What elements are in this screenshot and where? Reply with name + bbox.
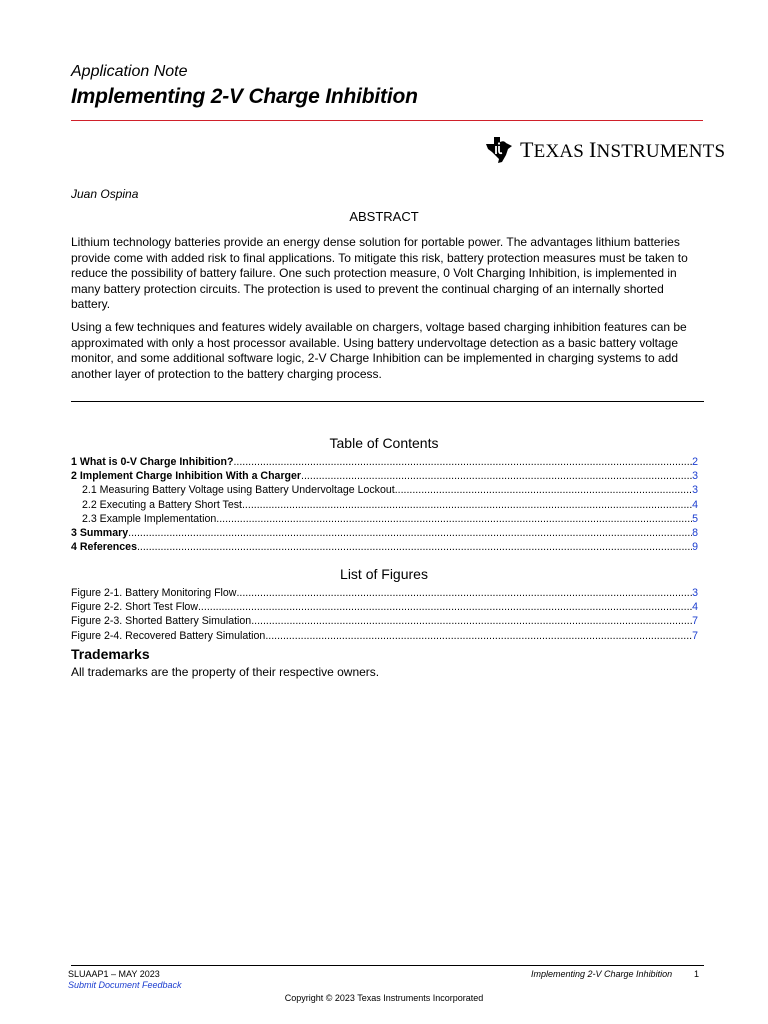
toc-entry-label: 1 What is 0-V Charge Inhibition?: [71, 456, 234, 468]
toc-page-link[interactable]: 3: [692, 470, 698, 483]
footer-running-title: Implementing 2-V Charge Inhibition: [531, 969, 673, 979]
toc-entry-label: 2.1 Measuring Battery Voltage using Battery Undervoltage Lockout: [82, 484, 395, 497]
toc-page-link[interactable]: 3: [692, 484, 698, 497]
page-title: Implementing 2-V Charge Inhibition: [71, 85, 418, 108]
toc-entry-label: 2.3 Example Implementation: [82, 512, 217, 525]
toc-entry[interactable]: [71, 498, 698, 512]
figure-page-link[interactable]: 7: [692, 615, 698, 628]
figure-entry-label: Figure 2-1. Battery Monitoring Flow: [71, 587, 237, 599]
abstract-heading: ABSTRACT: [349, 209, 419, 224]
table-of-contents: [71, 455, 698, 554]
toc-heading: Table of Contents: [329, 435, 439, 451]
toc-entry[interactable]: [71, 540, 698, 554]
footer-divider: [71, 965, 704, 966]
toc-page-link[interactable]: 8: [692, 526, 698, 539]
section-divider: [71, 401, 704, 402]
texas-instruments-logo: [484, 135, 725, 165]
abstract-paragraph: Lithium technology batteries provide an energy dense solution for portable power. The advantages lithium batteries provide come with added risk to final applications. To mitigate this risk, battery protection measures must be taken to reduce the possibility of battery failure. One such protection measure, 0 Volt Charging Inhibition, is implemented in many battery protection circuits. The protection is used to prevent the continual charging of an internally shorted battery.: [71, 235, 688, 312]
toc-entry[interactable]: [71, 469, 698, 483]
figure-page-link[interactable]: 4: [692, 601, 698, 614]
figure-entry-label: Figure 2-4. Recovered Battery Simulation: [71, 629, 266, 642]
list-of-figures-heading: List of Figures: [340, 566, 428, 582]
figure-entry[interactable]: [71, 600, 698, 614]
toc-page-link[interactable]: 9: [692, 541, 698, 554]
figure-entry[interactable]: [71, 614, 698, 628]
toc-entry-label: 2.2 Executing a Battery Short Test: [82, 498, 242, 511]
trademarks-text: All trademarks are the property of their respective owners.: [71, 665, 380, 679]
toc-entry[interactable]: [71, 512, 698, 526]
figure-entry[interactable]: [71, 629, 698, 643]
figure-page-link[interactable]: 3: [692, 587, 698, 599]
figure-page-link[interactable]: 7: [692, 629, 698, 642]
logo-wordmark: TEXAS INSTRUMENTS: [520, 137, 726, 162]
title-divider: [71, 120, 703, 121]
submit-feedback-link[interactable]: Submit Document Feedback: [68, 980, 182, 990]
copyright: Copyright © 2023 Texas Instruments Incorporated: [284, 993, 484, 1003]
toc-page-link[interactable]: 2: [692, 456, 698, 468]
document-type: Application Note: [71, 63, 188, 80]
toc-entry[interactable]: [71, 526, 698, 540]
page-number: 1: [694, 969, 700, 979]
author: Juan Ospina: [71, 187, 139, 201]
trademarks-heading: Trademarks: [71, 646, 150, 662]
toc-entry-label: 2 Implement Charge Inhibition With a Charger: [71, 470, 302, 483]
toc-page-link[interactable]: 4: [692, 498, 698, 511]
toc-entry[interactable]: [71, 455, 698, 469]
figure-entry[interactable]: [71, 586, 698, 600]
toc-page-link[interactable]: 5: [692, 512, 698, 525]
figure-entry-label: Figure 2-2. Short Test Flow: [71, 601, 198, 614]
toc-entry[interactable]: [71, 483, 698, 497]
footer-document-id: SLUAAP1 – MAY 2023: [68, 969, 160, 979]
figure-entry-label: Figure 2-3. Shorted Battery Simulation: [71, 615, 252, 628]
abstract-paragraph: Using a few techniques and features widely available on chargers, voltage based charging inhibition features can be approximated with only a host processor available. Using battery undervoltage detection as a basic battery voltage monitor, and some additional software logic, 2-V Charge Inhibition can be implemented in charging systems to add another layer of protection to the battery charging process.: [71, 320, 687, 381]
ti-logo-icon: [484, 135, 514, 165]
toc-entry-label: 4 References: [71, 541, 137, 554]
list-of-figures: [71, 586, 698, 643]
toc-entry-label: 3 Summary: [71, 526, 129, 539]
